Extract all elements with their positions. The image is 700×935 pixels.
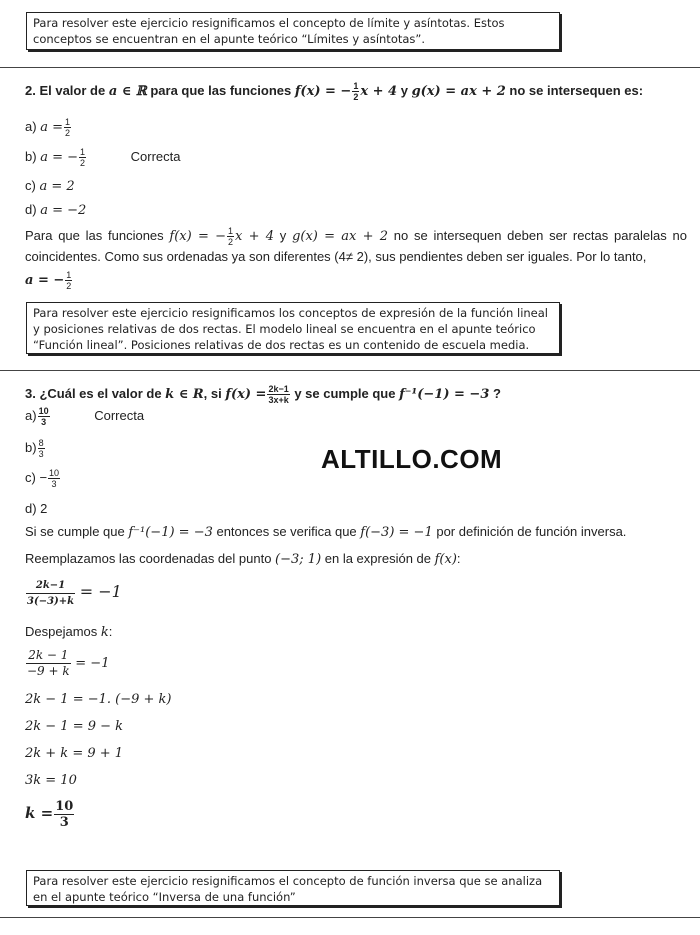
equation-step-5: 3k = 10 [25, 773, 77, 788]
correct-label: Correcta [130, 148, 181, 164]
option-c: c) − $\frac{10}{3}$ [25, 468, 60, 489]
despejamos-label: Despejamos k: [25, 624, 113, 640]
solution-line-1: Si se cumple que f⁻¹(−1) = −3 entonces se verifica que f(−3) = −1 por definición de función inversa. [25, 524, 627, 540]
note-box-inverse [26, 870, 560, 906]
divider [0, 67, 700, 68]
question-2-title: 2. El valor de a ∈ ℝ para que las funciones f(x) = − $\frac{1}{2}$ x + 4 y g(x) = ax + 2 no se intersequen es: [25, 81, 644, 102]
option-c: c) a = 2 [25, 178, 75, 194]
option-b: b) $\frac{8}{3}$ [25, 438, 44, 459]
note-text: Para resolver este ejercicio resignificamos los conceptos de expresión de la función lineal y posiciones relativas de dos rectas. El modelo lineal se encuentra en el apunte teórico “Función lineal”. Posiciones relativas de dos rectas es un contenido de escuela media. [33, 306, 548, 352]
equation-step-2: 2k − 1 = −1. (−9 + k) [25, 692, 172, 707]
note-text: Para resolver este ejercicio resignificamos el concepto de función inversa que se analiza en el apunte teórico “Inversa de una función” [33, 874, 543, 904]
solution-line-2: Reemplazamos las coordenadas del punto (−3; 1) en la expresión de f(x): [25, 551, 461, 567]
option-b: b) a = − $\frac{1}{2}$ Correcta [25, 147, 181, 168]
equation-substitution: $\frac{2k-1}{3(-3)+k}$ = −1 [27, 580, 122, 607]
option-a: a) a = $\frac{1}{2}$ [25, 117, 70, 138]
option-d: d) a = −2 [25, 202, 87, 218]
note-box-linear [26, 302, 560, 354]
divider [0, 917, 700, 918]
question-3-title: 3. ¿Cuál es el valor de k ∈ R, si f(x) = $\frac{2k-1}{3x+k}$ y se cumple que f⁻¹(−1) = −3 ? [25, 384, 501, 405]
equation-step-1: $\frac{2k - 1}{-9 + k}$ = −1 [27, 648, 110, 678]
question-2-explanation: Para que las funciones f(x) = − $\frac{1}{2}$ x + 4 y g(x) = ax + 2 no se intersequen deben ser rectas paralelas no coincidentes. Como sus ordenadas ya son diferentes (4≠ 2), sus pendientes deben ser iguales. Por lo tanto, [25, 226, 687, 265]
note-box-limits [26, 12, 560, 50]
option-d: d) 2 [25, 501, 48, 516]
option-a: a) $\frac{10}{3}$ Correcta [25, 406, 145, 427]
note-text: Para resolver este ejercicio resignificamos el concepto de límite y asíntotas. Estos conceptos se encuentran en el apunte teórico “Límites y asíntotas”. [33, 16, 505, 46]
question-3-answer: k = $\frac{10}{3}$ [25, 799, 74, 830]
question-2-answer: a = − $\frac{1}{2}$ [25, 270, 72, 291]
watermark: ALTILLO.COM [321, 444, 503, 474]
divider [0, 370, 700, 371]
equation-step-3: 2k − 1 = 9 − k [25, 719, 124, 734]
correct-label: Correcta [94, 407, 145, 423]
equation-step-4: 2k + k = 9 + 1 [25, 746, 124, 761]
